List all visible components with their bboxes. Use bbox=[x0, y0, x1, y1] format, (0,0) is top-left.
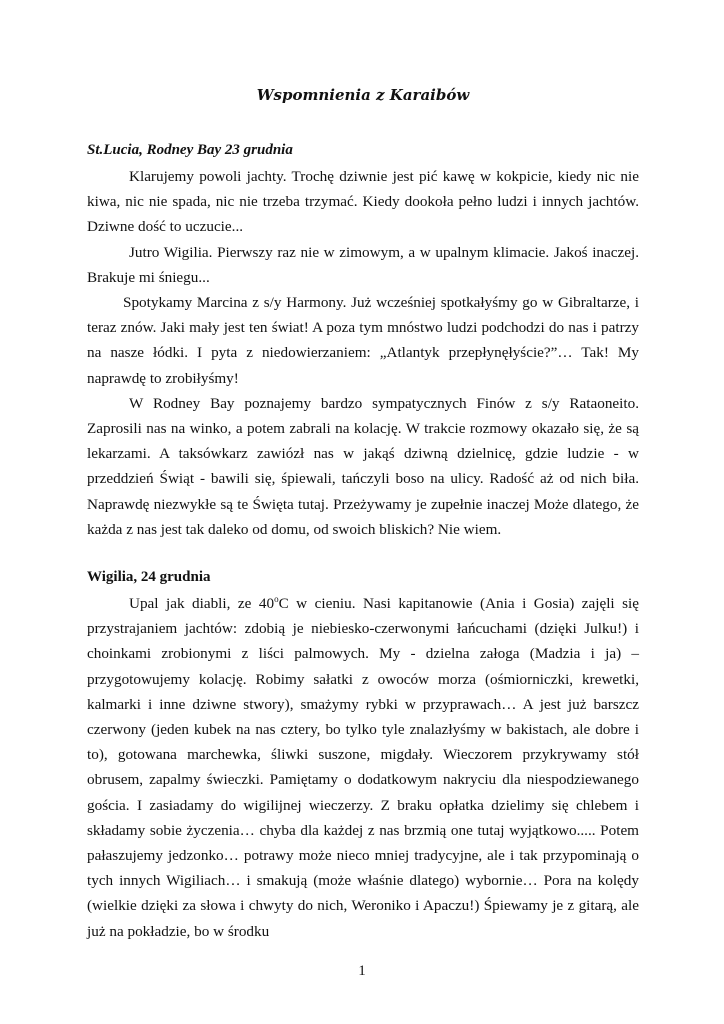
paragraph: Jutro Wigilia. Pierwszy raz nie w zimowym, a w upalnym klimacie. Jakoś inaczej. Brakuje mi śniegu... bbox=[87, 243, 639, 286]
paragraph-text: C w cieniu. Nasi kapitanowie (Ania i Gosia) zajęli się przystrajaniem jachtów: zdobią je niebiesko-czerwonymi łańcuchami (dzięki Julku!) i choinkami zrobionymi z liści palmowych. My - dzielna załoga (Madzia i ja) – przygotowujemy kolację. Robimy sałatki z owoców morza (ośmiorniczki, krewetki, kalmarki i inne dziwne stwory), smażymy rybki w przyprawach… A jest już barszcz czerwony (jeden kubek na nas cztery, bo tylko tyle znalazłyśmy w bakistach, ale dobre i to), gotowana marchewka, śliwki suszone, migdały. Wieczorem przykrywamy stół obrusem, zapalmy świeczki. Pamiętamy o dodatkowym nakryciu dla niespodziewanego gościa. I zasiadamy do wigilijnej wieczerzy. Z braku opłatka dzielimy się chlebem i składamy sobie życzenia… chyba dla każdej z nas brzmią one tutaj wyjątkowo..... Potem pałaszujemy jedzonko… potrawy może nieco mniej tradycyjne, ale i tak przypominają o tych innych Wigiliach… i smakują (może właśnie dlatego) wybornie… Pora na kolędy (wielkie dzięki za słowa i chwyty do nich, Weroniko i Apaczu!) Śpiewamy je z gitarą, ale już na pokładzie, bo w środku bbox=[87, 595, 639, 940]
section-st-lucia bbox=[87, 164, 639, 542]
section-heading-wigilia: Wigilia, 24 grudnia bbox=[87, 569, 211, 585]
section-wigilia bbox=[87, 591, 639, 944]
paragraph-text: Upal jak diabli, ze 40 bbox=[129, 595, 275, 612]
paragraph: W Rodney Bay poznajemy bardzo sympatycznych Finów z s/y Rataoneito. Zaprosili nas na winko, a potem zabrali na kolację. W trakcie rozmowy okazało się, że są lekarzami. A taksówkarz zawiózł nas w jakąś dziwną dzielnicę, gdzie ludzie - w przeddzień Świąt - bawili się, śpiewali, tańczyli boso na ulicy. Radość aż od nich biła. Naprawdę niezwykłe są te Święta tutaj. Przeżywamy je zupełnie inaczej Może dlatego, że każda z nas jest tak daleko od domu, od swoich bliskich? Nie wiem. bbox=[87, 394, 639, 538]
paragraph: Spotykamy Marcina z s/y Harmony. Już wcześniej spotkałyśmy go w Gibraltarze, i teraz znów. Jaki mały jest ten świat! A poza tym mnóstwo ludzi podchodzi do nas i patrzy na nasze łódki. I pyta z niedowierzaniem: „Atlantyk przepłynęłyście?”… Tak! My naprawdę to zrobiłyśmy! bbox=[87, 294, 639, 387]
degree-superscript: o bbox=[274, 593, 279, 604]
paragraph bbox=[87, 591, 639, 944]
page-number: 1 bbox=[358, 963, 366, 979]
document-title: Wspomnienia z Karaibów bbox=[256, 86, 470, 104]
section-heading-st-lucia: St.Lucia, Rodney Bay 23 grudnia bbox=[87, 142, 293, 158]
paragraph: Klarujemy powoli jachty. Trochę dziwnie jest pić kawę w kokpicie, kiedy nic nie kiwa, nic nie spada, nic nie trzeba trzymać. Kiedy dookoła pełno ludzi i innych jachtów. Dziwne dość to uczucie... bbox=[87, 168, 639, 236]
